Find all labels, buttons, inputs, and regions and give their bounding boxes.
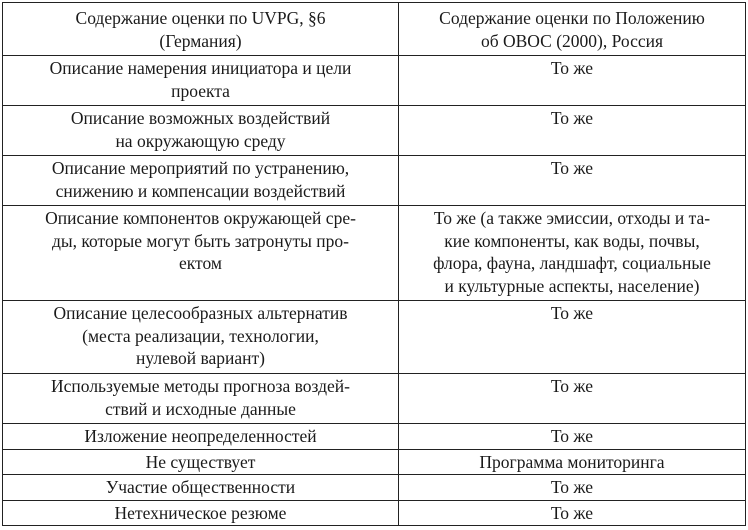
table-row [3,206,746,301]
cell-germany: Участие общественности [3,475,399,501]
cell-russia: То же [399,424,746,450]
table-row [3,424,746,450]
cell-russia: То же [399,301,746,374]
cell-russia: То же [399,156,746,206]
table-row [3,475,746,501]
cell-russia: То же [399,106,746,156]
table-row [3,106,746,156]
cell-germany: Описание возможных воздействий на окружающую среду [3,106,399,156]
cell-germany: Описание намерения инициатора и цели проекта [3,56,399,106]
table-header-row [3,3,746,56]
table-row [3,301,746,374]
table-row [3,449,746,475]
cell-russia: То же [399,475,746,501]
cell-germany: Изложение неопределенностей [3,424,399,450]
header-russia: Содержание оценки по Положению об ОВОС (2000), Россия [399,3,746,56]
table-row [3,156,746,206]
cell-russia: То же (а также эмиссии, отходы и та- кие компоненты, как воды, почвы, флора, фауна, ландшафт, социальные и культурные аспекты, население) [399,206,746,301]
comparison-table-container [2,2,745,526]
cell-russia: То же [399,500,746,526]
cell-germany: Описание целесообразных альтернатив (места реализации, технологии, нулевой вариант) [3,301,399,374]
table-row [3,56,746,106]
cell-germany: Используемые методы прогноза воздей- ствий и исходные данные [3,374,399,424]
cell-russia: То же [399,56,746,106]
cell-russia: Программа мониторинга [399,449,746,475]
cell-germany: Нетехническое резюме [3,500,399,526]
table-row [3,374,746,424]
cell-germany: Описание компонентов окружающей сре- ды, которые могут быть затронуты про- ектом [3,206,399,301]
cell-russia: То же [399,374,746,424]
cell-germany: Не существует [3,449,399,475]
header-germany: Содержание оценки по UVPG, §6 (Германия) [3,3,399,56]
table-row [3,500,746,526]
cell-germany: Описание мероприятий по устранению, снижению и компенсации воздействий [3,156,399,206]
comparison-table [2,2,746,526]
